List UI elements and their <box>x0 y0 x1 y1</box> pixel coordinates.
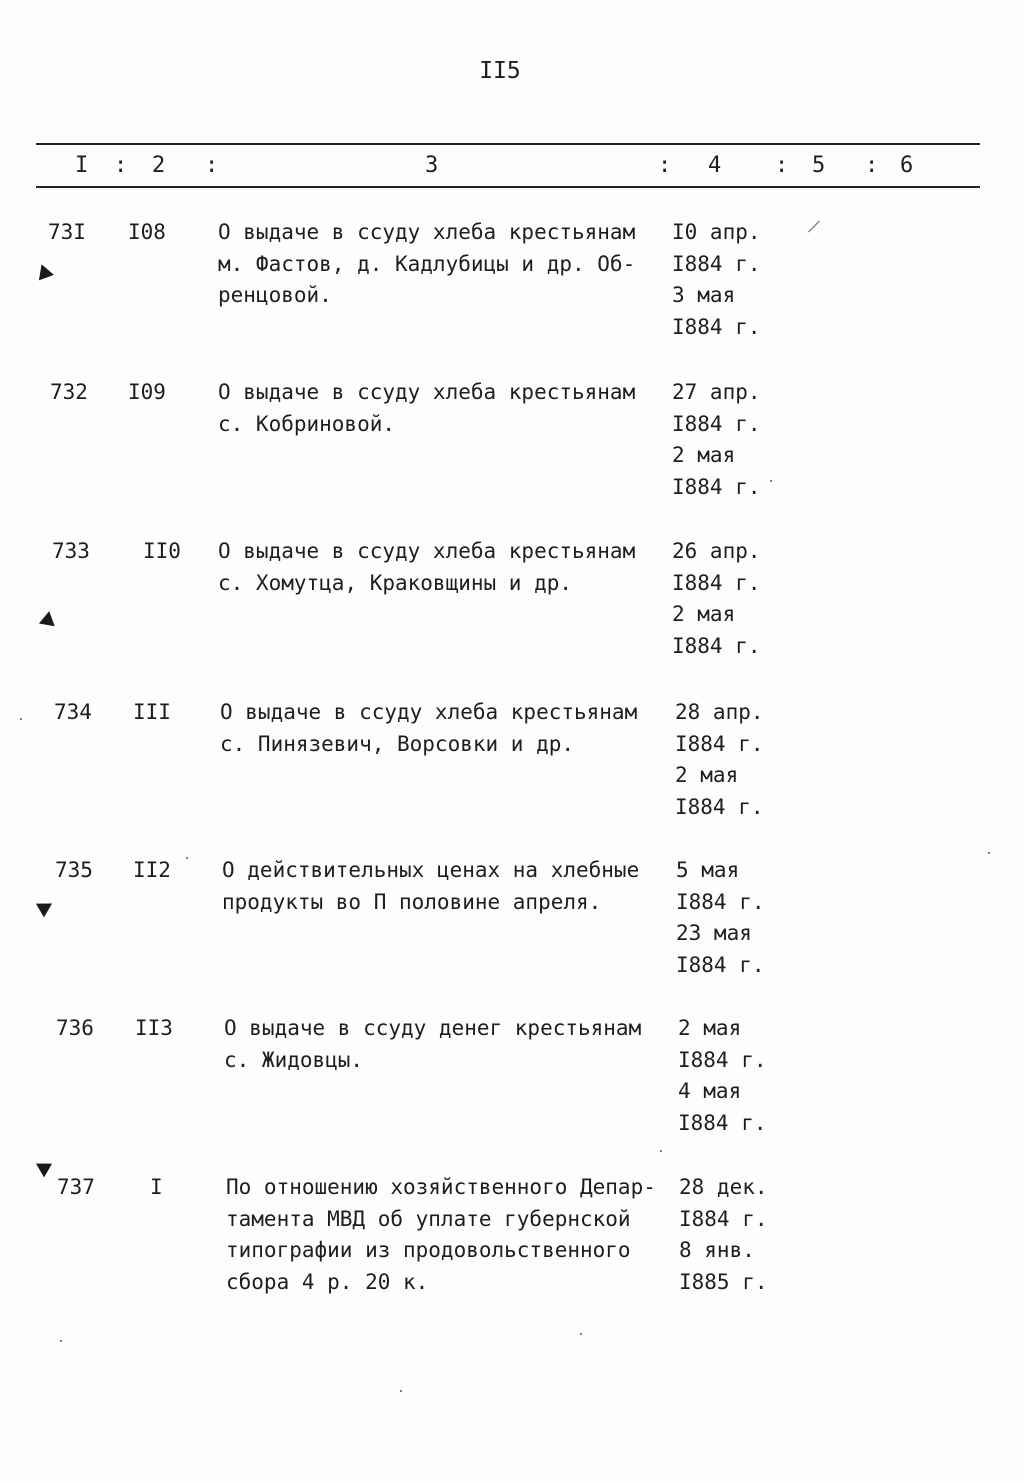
scan-speck <box>988 852 990 854</box>
entry-dates: 28 апр. I884 г. 2 мая I884 г. <box>675 700 764 819</box>
entry-number: 737 <box>57 1175 95 1199</box>
entry-number: 734 <box>54 700 92 724</box>
entry-dates: 5 мая I884 г. 23 мая I884 г. <box>676 858 765 977</box>
margin-mark <box>32 1157 52 1178</box>
entry-description: О действительных ценах на хлебные продукты во П половине апреля. <box>222 858 640 914</box>
file-number: II3 <box>135 1016 173 1040</box>
header-separator: : <box>114 153 128 178</box>
entry-dates: 2 мая I884 г. 4 мая I884 г. <box>678 1016 767 1135</box>
margin-mark <box>36 897 56 918</box>
file-number: I <box>150 1175 163 1199</box>
scan-speck <box>20 718 22 720</box>
file-number: I09 <box>128 380 166 404</box>
file-number: I08 <box>128 220 166 244</box>
header-col-3: 3 <box>425 153 439 178</box>
scan-speck <box>660 1150 662 1152</box>
scan-speck <box>770 480 772 482</box>
header-separator: : <box>865 153 879 178</box>
margin-mark <box>34 262 54 281</box>
entry-number: 73I <box>48 220 86 244</box>
scan-speck <box>808 220 820 232</box>
scan-speck <box>580 1333 582 1335</box>
table-header-rule <box>36 186 980 188</box>
file-number: II2 <box>133 858 171 882</box>
header-separator: : <box>775 153 789 178</box>
entry-dates: I0 апр. I884 г. 3 мая I884 г. <box>672 220 761 339</box>
entry-dates: 26 апр. I884 г. 2 мая I884 г. <box>672 539 761 658</box>
entry-number: 735 <box>55 858 93 882</box>
header-separator: : <box>205 153 219 178</box>
entry-description: О выдаче в ссуду хлеба крестьянам с. Пинязевич, Ворсовки и др. <box>220 700 638 756</box>
entry-dates: 28 дек. I884 г. 8 янв. I885 г. <box>679 1175 768 1294</box>
file-number: III <box>133 700 171 724</box>
scan-speck <box>60 1340 62 1342</box>
margin-mark <box>39 610 57 627</box>
entry-number: 736 <box>56 1016 94 1040</box>
header-col-1: I <box>75 153 89 178</box>
entry-number: 732 <box>50 380 88 404</box>
entry-dates: 27 апр. I884 г. 2 мая I884 г. <box>672 380 761 499</box>
scan-speck <box>400 1390 402 1392</box>
entry-description: По отношению хозяйственного Депар- тамента МВД об уплате губернской типографии из продовольственного сбора 4 р. 20 к. <box>226 1175 656 1294</box>
file-number: II0 <box>143 539 181 563</box>
table-top-rule <box>36 143 980 145</box>
header-col-6: 6 <box>900 153 914 178</box>
header-col-4: 4 <box>708 153 722 178</box>
entry-description: О выдаче в ссуду хлеба крестьянам с. Хомутца, Краковщины и др. <box>218 539 636 595</box>
header-col-5: 5 <box>812 153 826 178</box>
entry-description: О выдаче в ссуду денег крестьянам с. Жидовцы. <box>224 1016 642 1072</box>
header-separator: : <box>658 153 672 178</box>
page-number: II5 <box>479 58 521 84</box>
scan-speck <box>186 857 188 859</box>
entry-description: О выдаче в ссуду хлеба крестьянам с. Кобриновой. <box>218 380 636 436</box>
header-col-2: 2 <box>152 153 166 178</box>
entry-number: 733 <box>52 539 90 563</box>
entry-description: О выдаче в ссуду хлеба крестьянам м. Фастов, д. Кадлубицы и др. Об- ренцовой. <box>218 220 636 307</box>
